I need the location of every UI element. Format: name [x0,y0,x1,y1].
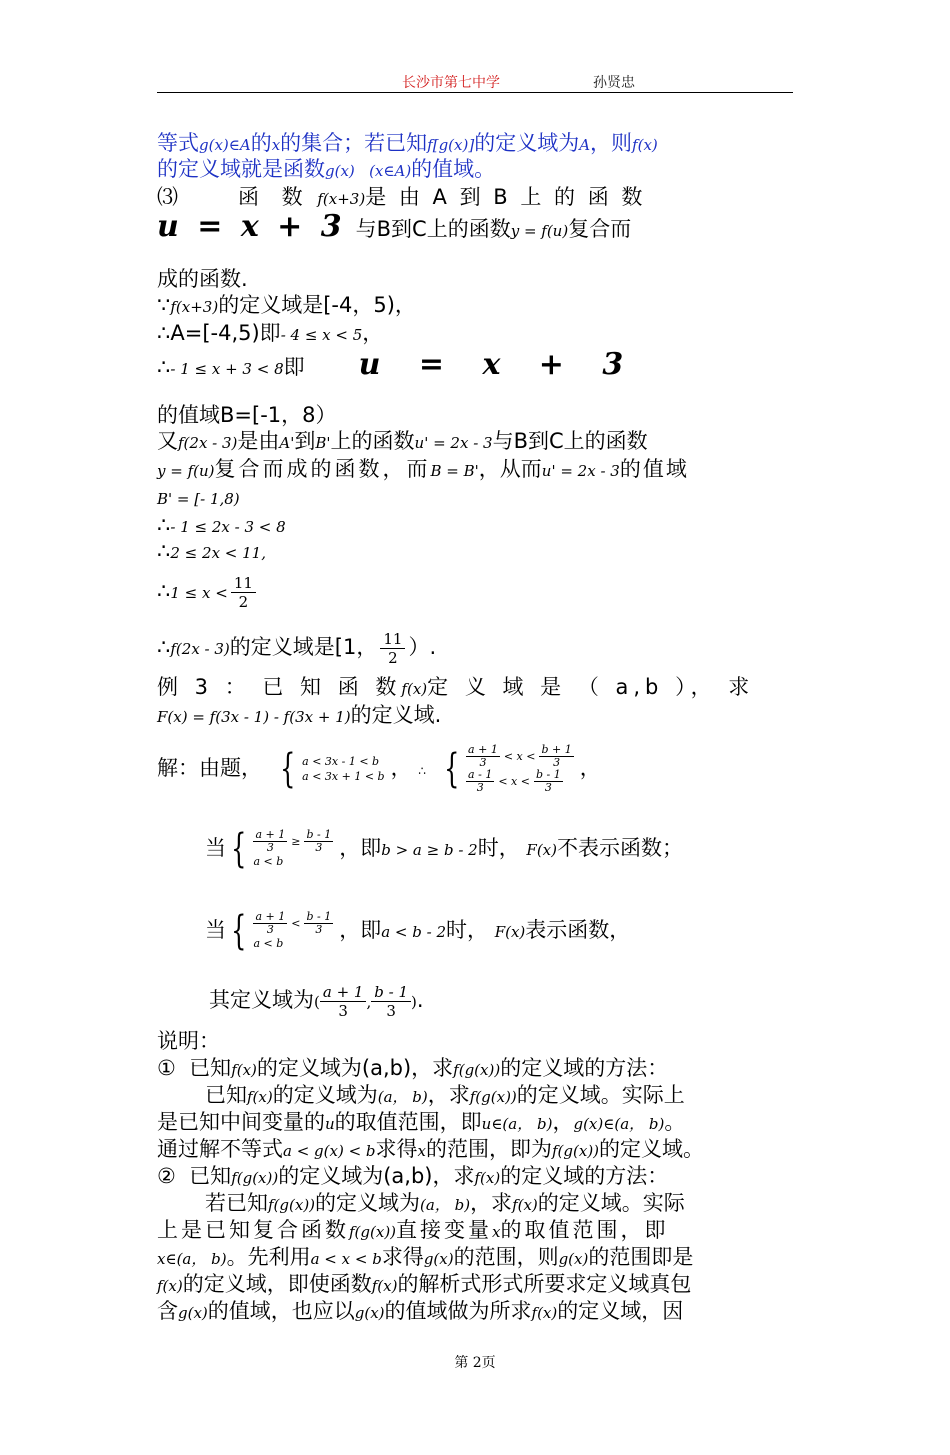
text-line-24: ① 已知f(x)的定义域为(a,b)，求f(g(x))的定义域的方法： [157,1056,669,1080]
text-line-8: ∴- 1 ≤ x + 3 < 8即 u = x + 3 [157,347,638,382]
text-line-7: ∴A=[-4,5)即- 4 ≤ x < 5， [157,321,384,345]
text-line-29: 若已知f(g(x))的定义域为(a， b)，求f(x)的定义域。实际 [205,1191,685,1215]
text-line-12: B' = [- 1,8) [157,490,240,508]
solution-line: 解：由题， { a < 3x - 1 < b a < 3x + 1 < b ， ∴ { a + 1 3 < x < b + 1 3 a - 1 3 < x < b - 1 3 ， [157,743,601,794]
text-line-31: x∈(a， b)。先利用a < x < b求得g(x)的范围，则g(x)的范围即是 [157,1245,694,1269]
text-line-32: f(x)的定义域，即使函数f(x)的解析式形式所要求定义域真包 [157,1272,692,1296]
text-line-23: 说明： [157,1029,220,1053]
text-line-15: ∴1 ≤ x < $\frac{11}{2}$ [157,570,793,614]
text-line-10: 又f(2x - 3)是由A'到B'上的函数u' = 2x - 3与B到C上的函数 [157,429,648,453]
page-header [0,72,950,94]
text-line-6: ∵f(x+3)的定义域是[-4，5)， [157,293,416,317]
header-school: 长沙市第七中学 [402,75,500,91]
text-line-9: 的值域B=[-1，8） [157,403,337,427]
text-line-14: ∴2 ≤ 2x < 11, [157,539,266,563]
text-line-30: 上是已知复合函数f(g(x))直接变量x的取值范围，即 [157,1218,669,1242]
text-line-3: ⑶ 函 数 f(x+3)是 由 A 到 B 上 的 函 数 [157,185,646,209]
text-line-5: 成的函数. [157,267,248,291]
text-line-33: 含g(x)的值域，也应以g(x)的值域做为所求f(x)的定义域，因 [157,1299,684,1323]
text-line-26: 是已知中间变量的u的取值范围，即u∈(a， b)，g(x)∈(a， b)。 [157,1110,686,1134]
page-footer: 第 2页 [454,1355,496,1371]
text-line-25: 已知f(x)的定义域为(a， b)，求f(g(x))的定义域。实际上 [205,1083,685,1107]
text-line-1: 等式g(x)∈A的x的集合；若已知f[g(x)]的定义域为A，则f(x) [157,131,658,155]
text-line-17: 例 3 ： 已 知 函 数f(x)定 义 域 是 （ a,b ）， 求 [157,675,755,699]
text-line-18: F(x) = f(3x - 1) - f(3x + 1)的定义域. [157,703,442,727]
text-line-11: y = f(u)复合而成的函数，而B = B'，从而u' = 2x - 3的值域 [157,457,689,481]
system-1: { a < 3x - 1 < b a < 3x + 1 < b [279,746,385,792]
case-line-1: 当 { $\frac{a + 1}{3}$ ≥ $\frac{b - 1}{3}$ a < b ，即b > a ≥ b - 2时， F(x)不表示函数； [205,826,683,872]
text-line-27: 通过解不等式a < g(x) < b求得x的范围，即为f(g(x))的定义域。 [157,1137,705,1161]
domain-result-line: 其定义域为( $\frac{a + 1}{3}$ , $\frac{b - 1}{3}$ ). [209,982,424,1020]
header-author: 孙贤忠 [593,75,635,91]
text-line-2: 的定义域就是函数g(x) (x∈A)的值域。 [157,157,496,181]
header-rule [157,92,793,93]
text-line-28: ② 已知f(g(x))的定义域为(a,b)，求f(x)的定义域的方法： [157,1164,669,1188]
text-line-13: ∴- 1 ≤ 2x - 3 < 8 [157,513,286,537]
text-line-16: ∴f(2x - 3)的定义域是[1， $\frac{11}{2}$ ）. [157,629,437,667]
text-line-4: u = x + 3 与B到C上的函数y = f(u)复合而 [157,209,632,244]
system-2: { a + 1 3 < x < b + 1 3 a - 1 3 < x < b - 1 3 [443,743,572,794]
case-line-2: 当 { a + 1 3 < b - 1 3 a < b ，即a < b - 2时， F(x)表示函数， [205,908,631,954]
